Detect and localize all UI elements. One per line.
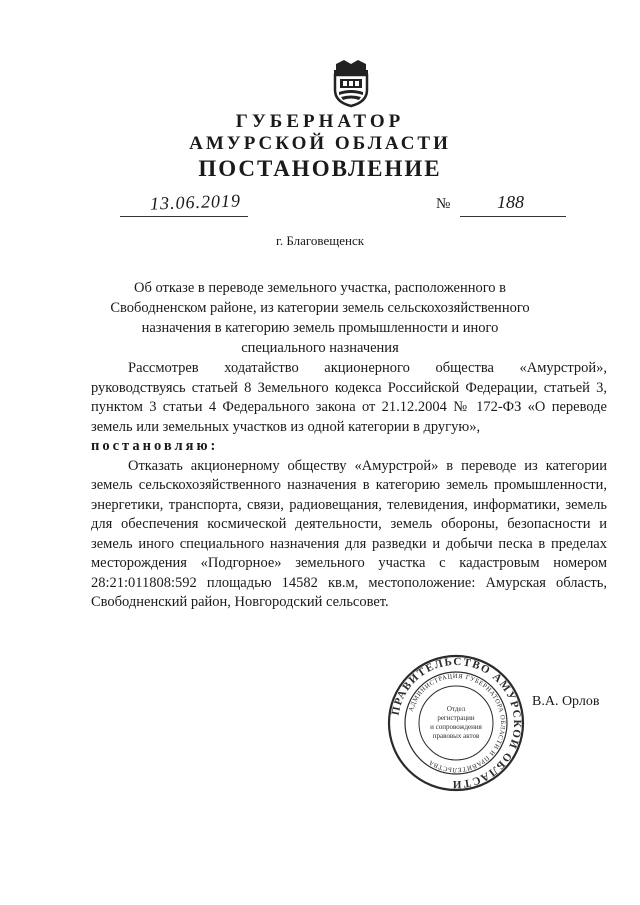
document-date: 13.06.2019 [149,190,242,214]
issuer-region: АМУРСКОЙ ОБЛАСТИ [189,133,451,154]
issuer-title: ГУБЕРНАТОР [235,111,405,132]
decree-word: постановляю: [91,438,219,454]
stamp-center-line-1: Отдел [446,705,466,713]
stamp-inner-text: АДМИНИСТРАЦИЯ ГУБЕРНАТОРА ОБЛАСТИ И ПРАВИТЕЛЬСТВА [407,672,507,774]
document-type: ПОСТАНОВЛЕНИЕ [198,156,442,181]
official-stamp [386,653,526,793]
stamp-center-line-4: правовых актов [432,732,480,740]
paragraph-decision: Отказать акционерному обществу «Амурстрой» в переводе из категории земель сельскохозяйственного назначения в категорию земель промышленности, энергетики, транспорта, связи, радиовещания, телевидения, информатики, земель для обеспечения космической деятельности, земель обороны, безопасности и земель иного специального назначения для разведки и добычи песка в пределах месторождения «Подгорное» земельного участка с кадастровым номером 28:21:011808:592 площадью 14582 кв.м, местоположение: Амурская область, Свободненский район, Новгородский сельсовет. [91,457,607,610]
stamp-outer-text: ПРАВИТЕЛЬСТВО АМУРСКОЙ ОБЛАСТИ [389,655,524,791]
coat-of-arms-icon [326,58,376,108]
document-number: 188 [497,192,524,212]
document-body [91,359,607,613]
document-title: Об отказе в переводе земельного участка, расположенного в Свободненском районе, из категории земель сельскохозяйственного назначения в категорию земель промышленности и иного специального назначения [110,280,530,356]
stamp-center-line-3: и сопровождения [430,723,482,731]
city: г. Благовещенск [275,233,365,248]
signatory-name: В.А. Орлов [532,694,600,709]
stamp-center-line-2: регистрации [437,714,475,722]
paragraph-basis: Рассмотрев ходатайство акционерного общества «Амурстрой», руководствуясь статьей 8 Земельного кодекса Российской Федерации, статьей 3, пунктом 3 статьи 4 Федерального закона от 21.12.2004 № 172-ФЗ «О переводе земель или земельных участков из одной категории в другую», [91,360,607,435]
number-label: № [436,196,451,212]
